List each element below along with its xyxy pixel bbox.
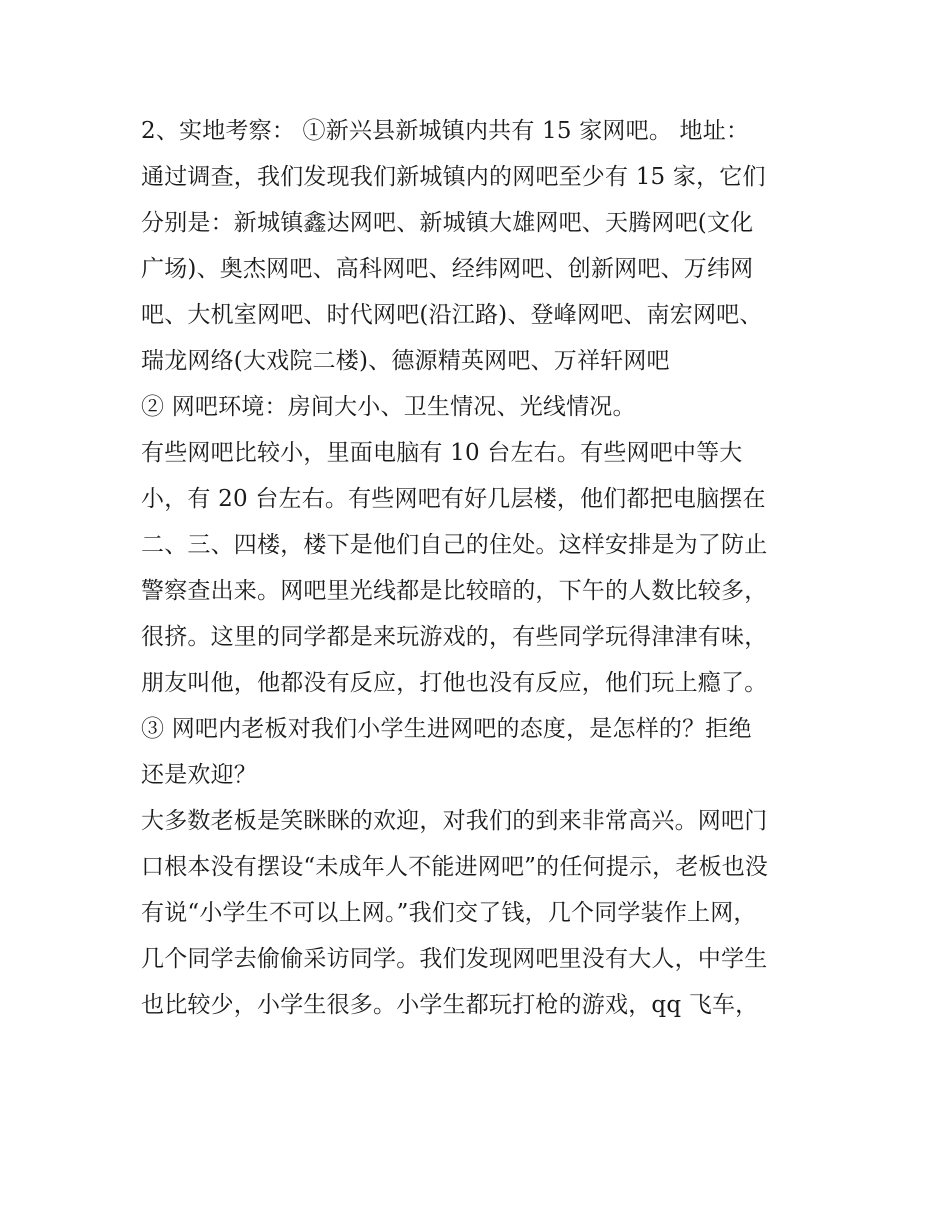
text-line: 朋友叫他，他都没有反应，打他也没有反应，他们玩上瘾了。 [141, 670, 768, 696]
text-line: 瑞龙网络(大戏院二楼)、德源精英网吧、万祥轩网吧 [141, 348, 670, 374]
text-line: 还是欢迎？ [141, 762, 257, 788]
text-line: 有说“小学生不可以上网。”我们交了钱，几个同学装作上网， [141, 900, 757, 926]
text-line: 有些网吧比较小，里面电脑有 10 台左右。有些网吧中等大 [141, 440, 743, 466]
document-body [141, 108, 821, 1028]
text-line: 通过调查，我们发现我们新城镇内的网吧至少有 15 家，它们 [141, 164, 766, 190]
text-line: 二、三、四楼，楼下是他们自己的住处。这样安排是为了防止 [141, 532, 768, 558]
text-line: 口根本没有摆设“未成年人不能进网吧”的任何提示，老板也没 [141, 854, 769, 880]
text-line: ③ 网吧内老板对我们小学生进网吧的态度，是怎样的？拒绝 [141, 716, 752, 742]
text-line: 广场)、奥杰网吧、高科网吧、经纬网吧、创新网吧、万纬网 [141, 256, 754, 282]
text-line: 几个同学去偷偷采访同学。我们发现网吧里没有大人，中学生 [141, 946, 768, 972]
text-line: 小，有 20 台左右。有些网吧有好几层楼，他们都把电脑摆在 [141, 486, 766, 512]
text-line: 大多数老板是笑眯眯的欢迎，对我们的到来非常高兴。网吧门 [141, 808, 768, 834]
text-line: 很挤。这里的同学都是来玩游戏的，有些同学玩得津津有味， [141, 624, 768, 650]
text-line: ② 网吧环境：房间大小、卫生情况、光线情况。 [141, 394, 636, 420]
text-line: 也比较少，小学生很多。小学生都玩打枪的游戏，qq 飞车， [141, 992, 759, 1018]
text-line: 2、实地考察： ①新兴县新城镇内共有 15 家网吧。 地址： [141, 118, 750, 144]
text-line: 吧、大机室网吧、时代网吧(沿江路)、登峰网吧、南宏网吧、 [141, 302, 763, 328]
text-line: 分别是：新城镇鑫达网吧、新城镇大雄网吧、天腾网吧(文化 [141, 210, 754, 236]
text-line: 警察查出来。网吧里光线都是比较暗的，下午的人数比较多， [141, 578, 768, 604]
